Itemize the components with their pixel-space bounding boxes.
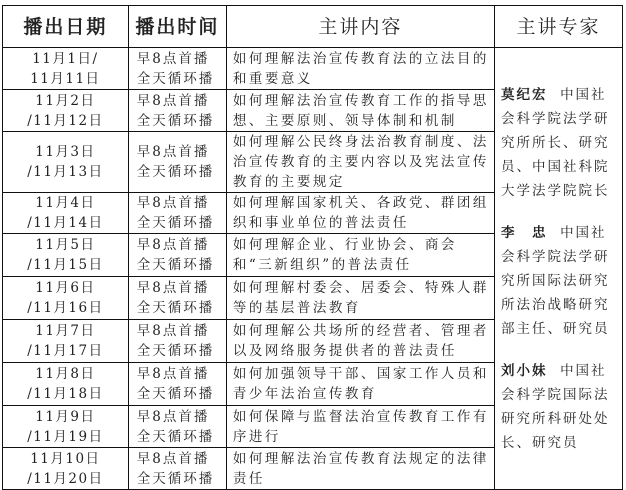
date-line: /11月18日: [27, 386, 104, 402]
expert-title: 中国社会科学院法学研究所国际法研究所法治战略研究部主任、研究员: [500, 224, 610, 337]
date-line: 11月2日: [35, 92, 96, 109]
date-line: /11月16日: [27, 300, 104, 316]
time-line: 全天循环播: [136, 300, 215, 316]
broadcast-time: [128, 448, 226, 490]
time-line: 早8点首播: [136, 144, 210, 160]
time-line: 早8点首播: [136, 323, 210, 339]
broadcast-date: [3, 320, 129, 363]
broadcast-time: [128, 90, 226, 132]
broadcast-time: [128, 363, 226, 406]
time-line: 全天循环播: [136, 257, 215, 273]
time-line: 早8点首播: [136, 280, 210, 296]
time-line: 早8点首播: [136, 450, 210, 467]
time-line: 全天循环播: [136, 386, 215, 402]
expert-entry: [501, 83, 618, 203]
date-line: 11月4日: [35, 195, 96, 211]
time-line: 全天循环播: [136, 164, 215, 180]
table-row: [3, 48, 623, 90]
broadcast-schedule-table: [2, 5, 623, 490]
lecture-topic: 如何理解村委会、居委会、特殊人群等的基层普法教育: [226, 277, 494, 320]
date-line: /11月14日: [27, 215, 104, 231]
header-experts: 主讲专家: [494, 6, 622, 48]
header-date: 播出日期: [3, 6, 129, 48]
lecture-topic: 如何理解公共场所的经营者、管理者以及网络服务提供者的普法责任: [226, 320, 494, 363]
lecture-topic: 如何理解法治宣传教育法规定的法律责任: [226, 448, 494, 490]
time-line: 早8点首播: [136, 92, 210, 109]
date-line: 11月1日/: [32, 50, 99, 67]
date-line: 11月8日: [35, 366, 96, 382]
expert-name: 李 忠: [500, 224, 548, 241]
broadcast-date: [3, 48, 129, 90]
lecture-topic: 如何理解公民终身法治教育制度、法治宣传教育的主要内容以及宪法宣传教育的主要规定: [226, 132, 494, 193]
date-line: 11月11日: [30, 70, 101, 87]
time-line: 全天循环播: [136, 70, 215, 87]
broadcast-date: [3, 406, 129, 448]
expert-name: 莫纪宏: [500, 86, 548, 103]
time-line: 全天循环播: [136, 428, 215, 445]
time-line: 全天循环播: [136, 215, 215, 231]
broadcast-time: [128, 48, 226, 90]
lecture-topic: 如何理解法治宣传教育工作的指导思想、主要原则、领导体制和机制: [226, 90, 494, 132]
broadcast-time: [128, 406, 226, 448]
broadcast-time: [128, 132, 226, 193]
date-line: 11月10日: [30, 450, 101, 467]
expert-title: 中国社会科学院国际法研究所科研处处长、研究员: [500, 362, 610, 451]
date-line: /11月15日: [27, 257, 104, 273]
date-line: 11月6日: [35, 280, 96, 296]
header-content: 主讲内容: [226, 6, 494, 48]
header-row: [3, 6, 623, 48]
broadcast-date: [3, 448, 129, 490]
date-line: /11月12日: [27, 112, 104, 129]
time-line: 早8点首播: [136, 50, 210, 67]
expert-entry: [501, 221, 618, 341]
broadcast-time: [128, 234, 226, 277]
broadcast-time: [128, 320, 226, 363]
lecture-topic: 如何保障与监督法治宣传教育工作有序进行: [226, 406, 494, 448]
time-line: 早8点首播: [136, 195, 210, 211]
time-line: 早8点首播: [136, 237, 210, 253]
date-line: /11月17日: [27, 343, 104, 359]
broadcast-date: [3, 193, 129, 234]
date-line: 11月3日: [35, 144, 96, 160]
lecture-topic: 如何理解国家机关、各政党、群团组织和事业单位的普法责任: [226, 193, 494, 234]
broadcast-time: [128, 277, 226, 320]
expert-entry: [501, 359, 618, 455]
lecture-topic: 如何理解企业、行业协会、商会和“三新组织”的普法责任: [226, 234, 494, 277]
expert-name: 刘小妹: [500, 362, 548, 379]
date-line: 11月5日: [35, 237, 96, 253]
time-line: 全天循环播: [136, 112, 215, 129]
date-line: /11月19日: [27, 428, 104, 445]
header-time: 播出时间: [128, 6, 226, 48]
date-line: /11月20日: [27, 470, 104, 487]
date-line: /11月13日: [27, 164, 104, 180]
broadcast-date: [3, 132, 129, 193]
time-line: 早8点首播: [136, 408, 210, 425]
broadcast-time: [128, 193, 226, 234]
date-line: 11月9日: [35, 408, 96, 425]
time-line: 早8点首播: [136, 366, 210, 382]
expert-title: 中国社会科学院法学研究所所长、研究员、中国社科院大学法学院院长: [500, 86, 610, 199]
experts-cell: [494, 48, 622, 490]
broadcast-date: [3, 234, 129, 277]
time-line: 全天循环播: [136, 343, 215, 359]
broadcast-date: [3, 363, 129, 406]
broadcast-date: [3, 277, 129, 320]
broadcast-date: [3, 90, 129, 132]
time-line: 全天循环播: [136, 470, 215, 487]
lecture-topic: 如何理解法治宣传教育法的立法目的和重要意义: [226, 48, 494, 90]
date-line: 11月7日: [35, 323, 96, 339]
lecture-topic: 如何加强领导干部、国家工作人员和青少年法治宣传教育: [226, 363, 494, 406]
